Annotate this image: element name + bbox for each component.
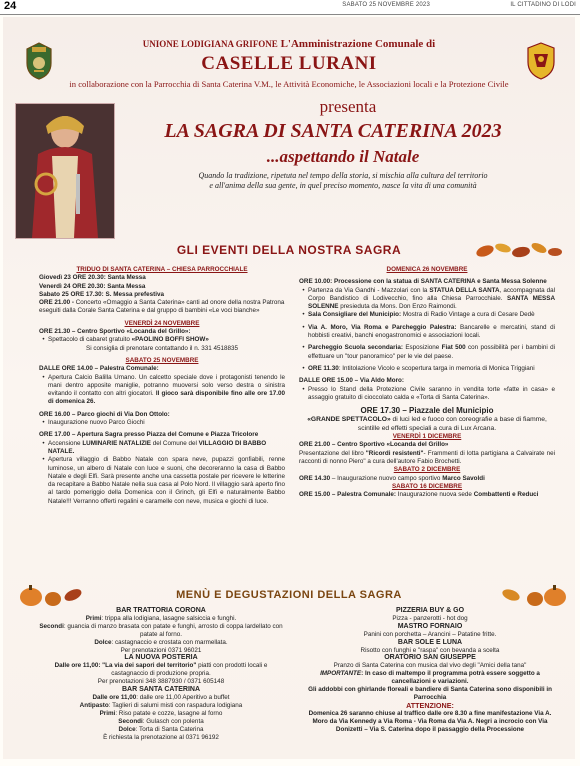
parco-giochi-item: • Inaugurazione nuovo Parco Giochi [42,419,145,427]
venerdi-24-title: VENERDÌ 24 NOVEMBRE [124,319,200,327]
sabato-2-title: SABATO 2 DICEMBRE [393,466,461,474]
posteria-title: LA NUOVA POSTERIA [124,654,198,662]
venerdi-24-heading: ORE 21.30 – Centro Sportivo «Locanda del Grillo»: [39,328,191,336]
triduo-item-3: Sabato 25 ORE 17.30: S. Messa prefestiva [39,290,164,298]
collaboration-line: in collaborazione con la Parrocchia di Santa Caterina V.M., le Attività Economiche, le Associazioni locali e la Protezione Civile [69,79,509,89]
apertura-sagra-heading: ORE 17.00 – Apertura Sagra presso Piazza del Comune e Piazza Tricolore [39,431,259,439]
page-header-bar [0,0,580,15]
processione-heading: ORE 10.00: Processione con la statua di SANTA CATERINA e Santa Messa Solenne [299,278,547,286]
protezione-civile-item: • Presso lo Stand della Protezione Civile saranno in vendita torte «fatte in casa» e assaggio gratuito di cioccolato calda e «Torta di Santa Caterina». [302,385,555,401]
spettacolo-text: «GRANDE SPETTACOLO» di luci led e fuoco con coreografie a base di fiamme, scintille ed effetti speciali a cura di Lux Arcana. [307,416,547,432]
corona-title: BAR TRATTORIA CORONA [116,607,206,614]
union-crest-icon [525,41,557,81]
union-name: UNIONE LODIGIANA GRIFONE [142,39,278,49]
bar-aperitivo: Dalle ore 11,00: dalle ore 11,00 Aperitivo a buffet [92,693,230,701]
villaggio-item: • Apertura villaggio di Babbo Natale con spara neve, pupazzi gonfiabili, renne luminose, un albero di Natale con luce e suoni, che decoreranno la casa di Babbo Natale e degli Elfi. Sarà presente anche una cassetta postale per ricevere le letterine da recapitare a Babbo Natale nella sua casa al Polo Nord. Il villaggio sarà aperto fino al tardo pomeriggio della Domenica con il Grinch, gli Elfi e naturalmente Babbo Natale!!! Verranno offerti regalini e caramelle con neve, musica e giochi di luce. [42,456,285,505]
triduo-title: TRIDUO DI SANTA CATERINA – CHIESA PARROCCHIALE [76,266,248,273]
posteria-text: Dalle ore 11,00: "La via dei sapori del territorio" piatti con prodotti locali e castagnaccio di produzione propria. [54,662,268,678]
parco-giochi-heading: ORE 16.00 – Parco giochi di Via Don Ottolo: [39,410,170,418]
venerdi-1-title: VENERDÌ 1 DICEMBRE [392,433,462,441]
town-title: CASELLE LURANI [201,53,377,74]
administration-label: L'Amministrazione Comunale di [277,38,436,50]
triduo-item-1: Giovedì 23 ORE 20.30: Santa Messa [39,274,146,282]
fiat500-item: • Parcheggio Scuola secondaria: Esposizione Fiat 500 con possibilità per i bambini di effettuare un "tour panoramico" per le vie del paese. [302,344,555,360]
bar-primi: Primi: Riso patate e cozze, lasagne al forno [99,709,223,717]
sabato-25-heading: DALLE ORE 14.00 – Palestra Comunale: [39,365,159,373]
santa-caterina-bar-title: BAR SANTA CATERINA [121,686,201,694]
aldo-moro-heading: DALLE ORE 15.00 – Via Aldo Moro: [299,377,404,385]
processione-item: • Partenza da Via Gandhi - Mazzolari con la STATUA DELLA SANTA, accompagnata dal Corpo Bandistico di Lodivecchio, fino alla Chiesa Parrocchiale. SANTA MESSA SOLENNE presieduta da Mons. Don Enzo Raimondi. [302,286,556,311]
combattenti-item: ORE 15.00 – Palestra Comunale: Inaugurazione nuova sede Combattenti e Reduci [299,491,539,499]
addobbi-note: Gli addobbi con ghirlande floreali e bandiere di Santa Caterina sono disponibili in Parrocchia [308,686,552,701]
cabaret-item: • Spettacolo di cabaret gratuito «PAOLINO BOFFI SHOW» [42,336,209,344]
saint-statue-image [15,103,115,239]
menu-section-title: MENÙ E DEGUSTAZIONI DELLA SAGRA [176,589,402,601]
tagline-line-2: e all'anima della sua gente, in quel preciso momento, nasce la vita di una comunità [209,181,477,190]
festival-subtitle: ...aspettando il Natale [266,147,420,166]
events-left-column [39,266,285,506]
cabaret-booking: Si consiglia di prenotare contattando il n. 331 4518835 [86,344,238,352]
municipal-crest-icon [23,41,55,81]
corona-secondi: Secondi: guancia di manzo brasata con patate e funghi, arrosto di coppa lardellato con patate al forno. [39,622,283,638]
menu-left-column [39,607,283,741]
organizer-line [83,38,495,50]
sole-luna-text: Risotto con funghi e "raspa" con bevanda a scelta [360,646,500,654]
attention-heading: ATTENZIONE: [406,700,454,710]
sole-luna-title: BAR SOLE E LUNA [397,638,463,646]
festival-tagline [123,171,563,191]
issue-date: SABATO 25 NOVEMBRE 2023 [342,2,430,8]
bar-booking: È richiesta la prenotazione al 0371 96192 [103,733,219,741]
calcio-balilla-item: • Apertura Calcio Balilla Umano. Un calcetto speciale dove i protagonisti tenendo le mani dentro apposite maniglie, potranno muoversi solo verso destra o sinistra evitando il contatto con altri giocatori. Il gioco sarà disponibile fino alle ore 17.00 di domenica 26. [42,373,286,406]
fornaio-title: MASTRO FORNAIO [397,622,463,630]
posteria-booking: Per prenotazioni 348 3887930 / 0371 605148 [97,678,225,686]
spettacolo-heading: ORE 17.30 – Piazzale del Municipio [360,406,494,416]
luminarie-item: • Accensione LUMINARIE NATALIZIE del Comune del VILLAGGIO DI BABBO NATALE. [42,439,267,455]
triduo-item-2: Venerdì 24 ORE 20.30: Santa Messa [39,282,146,290]
campo-sportivo-item: ORE 14.30 – Inaugurazione nuovo campo sportivo Marco Savoldi [299,474,485,482]
oratorio-text: Pranzo di Santa Caterina con musica dal vivo degli "Amici della tana" [333,662,527,670]
concerto-item: ORE 21.00 - Concerto «Omaggio a Santa Caterina» canti ad onore della nostra Patrona eseguiti dalla Corale Santa Caterina e dal gruppo di bambini «Le voci bianche» [39,299,285,315]
important-note: IMPORTANTE: In caso di maltempo il programma potrà essere soggetto a cancellazioni e variazioni. [320,670,540,686]
menu-right-column [303,607,557,734]
event-poster [3,17,575,759]
corona-primi: Primi: trippa alla lodigiana, lasagne salsiccia e funghi. [85,614,237,622]
events-section-title: GLI EVENTI DELLA NOSTRA SAGRA [176,243,402,257]
libro-item: Presentazione del libro "Ricordi resistenti"- Frammenti di lotta partigiana a Calvairate nei racconti di nonno Piero" a cura dell'autore Fabio Brochetti. [299,449,555,466]
traffic-notice: Domenica 26 saranno chiuse al traffico dalle ore 8.30 a fine manifestazione Via A. Moro da Via Kennedy a Via Roma - Via Roma da Via A. Negri a incrocio con Via Donizetti – Via S. Caterina dopo il passaggio della Processione [308,709,552,733]
presents-label: presenta [319,97,377,116]
bar-secondi: Secondi: Gulasch con polenta [118,717,204,725]
tagline-line-1: Quando la tradizione, ripetuta nel tempo della storia, si mischia alla cultura del territorio [198,171,488,180]
oratorio-title: ORATORIO SAN GIUSEPPE [384,654,476,662]
sabato-25-title: SABATO 25 NOVEMBRE [125,356,199,364]
corona-dolce: Dolce: castagnaccio e crostata con marmellata. [94,638,228,646]
intitolazione-item: • ORE 11.30: Intitolazione Vicolo e scopertura targa in memoria di Monica Triggiani [302,364,535,372]
fornaio-text: Panini con porchetta – Arancini – Patatine fritte. [363,630,497,638]
corona-booking: Per prenotazioni 0371 96021 [120,646,202,654]
bancarelle-item: • Via A. Moro, Via Roma e Parcheggio Palestra: Bancarelle e mercatini, stand di hobbisti creativi, banchi enogastronomici e associazioni locali. [302,323,555,340]
festival-title: LA SAGRA DI SANTA CATERINA 2023 [164,120,502,142]
events-right-column [299,266,555,500]
bar-dolce: Dolce: Torta di Santa Caterina [118,725,204,733]
pizzeria-title: PIZZERIA BUY & GO [395,607,465,614]
domenica-26-title: DOMENICA 26 NOVEMBRE [386,266,468,273]
bar-antipasto: Antipasto: Taglieri di salumi misti con raspadura lodigiana [79,701,243,709]
page-number: 24 [4,0,17,12]
pizzeria-text: Pizza - panzerotti - hot dog [392,614,468,622]
venerdi-1-heading: ORE 21.00 – Centro Sportivo «Locanda del Grillo» [299,441,449,449]
mostra-radio-item: • Sala Consigliare del Municipio: Mostra di Radio Vintage a cura di Cesare Dedè [302,311,535,319]
publication-name: IL CITTADINO DI LODI [510,2,576,8]
sabato-16-title: SABATO 16 DICEMBRE [391,482,463,490]
